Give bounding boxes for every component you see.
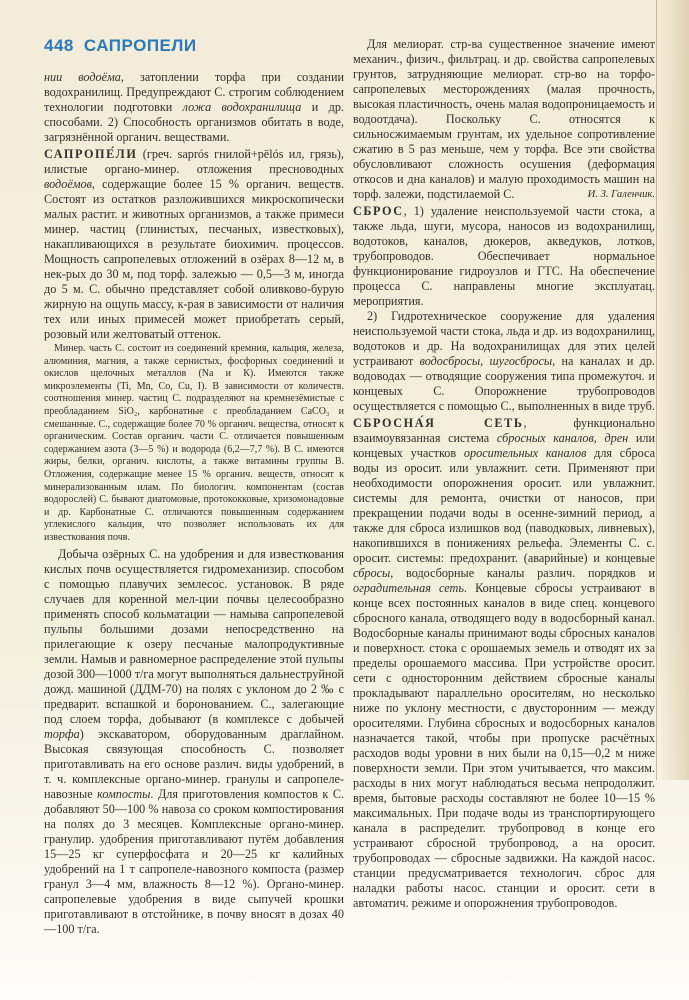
text-segment: , функционально взаимоувязанная система — [353, 416, 655, 445]
text-segment: Для мелиорат. стр-ва существенное значение имеют механич., физич., фильтрац. и др. свойства сапропелевых грунтов, затрудняющие мелиорат. стр-во на торфо-сапропелевых месторождениях (малая прочность, высокая пластичность, очень малая водопроницаемость и водоотдача). Поскольку С. относятся к сильносжимаемым грунтам, их удельное сопротивление сжатию в 5 раз меньше, чем у торфа. Все эти свойства обусловливают сложность осушения (деформация откосов и дна каналов) и малую проходимость машин на торф. залежи, подстилаемой С. — [353, 37, 655, 201]
left-column — [44, 70, 344, 937]
text-segment: и др. способами. 2) Способность организмов обитать в воде, загрязнённой органич. веществами. — [44, 100, 344, 144]
continuation-paragraph — [44, 70, 344, 145]
headword: САПРОПЕ́ЛИ — [44, 147, 138, 161]
text-segment: 2) Гидротехническое сооружение для удаления неиспользуемой части стока, льда и др. из водохранилищ, водотоков и др. На водохранилищах для этих целей устраивают — [353, 309, 655, 368]
text-segment: нии водоёма — [44, 70, 121, 84]
text-segment: для сброса воды из оросит. или увлажнит. сети. Применяют при необходимости опорожнения оросит. или увлажнит. системы для ремонта, очистки от наносов, при прекращении подачи воды в осенне-зимний период, а также для сброса излишков вод (паводковых, ливневых), накопившихся в понижениях рельефа. Элементы С. с. оросит. системы: предохранит. (аварийные) и концевые — [353, 446, 656, 565]
paragraph-meliorat — [353, 37, 655, 202]
text-segment: оросительных каналов — [463, 446, 587, 460]
text-segment: (греч. saprós гнилой+pēlós ил, грязь), илистые органо-минер. отложения пресноводных — [44, 147, 344, 176]
text-segment: , содержащие более 15 % органич. веществ. Состоят из остатков разложившихся микроскопически малых растит. и животных организмов, а также примеси минер. частиц (глинистых, песчаных, известковых), накапливающихся в результате биохимич. процессов. Мощность сапропелевых отложений в озёрах 8—12 м, в нек-рых до 30 м, под торф. залежью — 0,5—3 м, иногда до 5 м. С. обычно представляет собой оливково-бурую жирную на ощупь массу, к-рая в зависимости от наличия тех или иных примесей может приобретать серый, розовый или желтоватый оттенок. — [44, 177, 344, 341]
text-segment: , 1) удаление неиспользуемой части стока, а также льда, шуги, мусора, наносов из водохранилищ, водотоков, каналов, дюкеров, акведуков, лотков, трубопроводов. Обеспечивает нормальное функционирование гидроузлов и ГТС. На обеспечение процесса С. направлены многие эксплуатац. мероприятия. — [353, 204, 655, 308]
paragraph-dobycha — [44, 547, 344, 937]
entry-sapropeli — [44, 147, 344, 342]
text-segment: . Концевые сбросы устраивают в конце всех постоянных каналов в виде спец. концевого сбросного канала, отводящего воду в водосборный канал. Водосборные каналы принимают воды сбросных каналов и поверхност. стока с орошаемых земель и отводят их за пределы орошаемого массива. При устройстве оросит. сети с односторонним действием сбросные каналы прокладывают параллельно оросителям, но несколько ниже по уклону местности, с двусторонним — между оросителями. Глубина сбросных и водосборных каналов назначается такой, чтобы при пропуске расчётных расходов воды уровни в них были на 0,15—0,2 м ниже поверхности земли. При этом учитывается, что максим. расходы в них могут наблюдаться весьма непродолжит. время, бытовые расходы составляют не более 10—15 % максимальных. При подаче воды из транспортирующего канала в распределит. трубопровод в конце его устраивают сбросной трубопровод, а на оросит. трубопроводах — сбросные задвижки. На каждой насос. станции предусматривается технологич. сброс для наладки работы насос. станции и оросит. сети в автоматич. режиме и опорожнения трубопроводов. — [353, 581, 655, 910]
paragraph-sbros-2 — [353, 309, 655, 414]
text-segment: сбросы — [353, 566, 391, 580]
text-segment: торфа — [44, 726, 80, 741]
text-segment: . Для приготовления компостов к С. добавляют 50—100 % навоза со сроком компостирования на полях до 3 месяцев. Комплексные органо-минер. гранулир. удобрения приготавливают путём добавления 15—25 кг суперфосфата и 20—25 кг калийных удобрений на 1 т сапропеле-навозного компоста (размер гранул 3—4 мм, влажность 8—12 %). Органо-минер. сапропелевые удобрения в виде сыпучей крошки приготавливают в отстойнике, в почву вносят в дозах 40—100 т/га. — [44, 786, 344, 936]
running-head — [44, 36, 197, 56]
headword: СБРОСНА́Я СЕТЬ — [353, 416, 524, 430]
entry-sbrosnaya-set — [353, 416, 655, 911]
text-segment: оградительная сеть — [353, 581, 464, 595]
text-segment: или концевых участков — [353, 431, 655, 460]
author-signature: И. З. Галенчик. — [587, 189, 655, 200]
headword: СБРОС — [353, 204, 404, 218]
petit-mineral-composition — [44, 343, 344, 545]
text-segment: , затоплении торфа при создании водохранилищ. Предупреждают С. строгим соблюдением технологии подготовки — [44, 70, 344, 114]
text-segment: водосбросы, шугосбросы — [419, 354, 553, 368]
page-number: 448 — [44, 36, 74, 55]
entry-sbros — [353, 204, 655, 309]
text-segment: водоёмов — [44, 177, 92, 191]
text-segment: Добыча озёрных С. на удобрения и для известкования кислых почв осуществляется гидромеханизир. способом с помощью плавучих землесос. установок. В ряде случаев для коренной мел-ции почвы целесообразно применять способ кольматации — намыва сапропелевой пульпы большими дозами непосредственно на прилегающие к озеру песчаные малопродуктивные земли. Намыв и равномерное распределение этой пульпы дозой 300—1000 т/га могут выполняться дальнеструйной дожд. машиной (ДДМ-70) на полях с уклоном до 2 ‰ с предварит. вспашкой и боронованием. С., залегающие под слоем торфа, добывают (в комплексе с добычей — [44, 546, 344, 726]
text-segment: , водосборные каналы различ. порядков и — [390, 566, 655, 580]
text-segment: сбросных каналов, дрен — [496, 431, 629, 445]
text-segment: ) экскаватором, оборудованным драглайном. Высокая связующая способность С. позволяет приготавливать на его основе различ. виды удобрений, в т. ч. комплексные органо-минер. гранулы и сапропеле-навозные — [44, 726, 344, 801]
page-edge-shadow — [656, 0, 689, 780]
running-head-title: САПРОПЕЛИ — [83, 36, 197, 55]
text-segment: ложа водохранилища — [182, 100, 302, 114]
text-segment: , на каналах и др. водоводах — отводящие сооружения типа промежуточ. и концевых С. Опорожнение трубопроводов осуществляется с помощью С., выполненных в виде труб. — [353, 354, 655, 413]
text-segment: Минер. часть С. состоит из соединений кремния, кальция, железа, алюминия, магния, а также сернистых, фосфорных соединений и окислов щелочных металлов (Na и К). Имеются также микроэлементы (Ti, Mn, Co, Cu, I). В зависимости от количеств. соотношения минер. частиц С. подразделяют на кремнезёмистые с преобладанием SiO₂, карбонатные с преобладанием CaCO₃ и смешанные. С., содержащие более 70 % органич. вещества, относят к органическим. Состав органич. части С. отличается повышенным содержанием азота (3—5 %) и водорода (6,2—7,7 %). В С. имеются жиры, белки, органич. кислоты, а также витамины группы В. Отложения, содержащие менее 15 % органич. веществ, относят к минерализованным илам. По биологич. компонентам (состав водорослей) С. бывают диатомовые, протококковые, хризомонадовые и др. Карбонатные С. отличаются повышенным содержанием углекислого кальция, что позволяет использовать их для известкования почв. — [44, 343, 344, 543]
text-segment: компосты — [97, 786, 151, 801]
right-column — [353, 37, 655, 911]
